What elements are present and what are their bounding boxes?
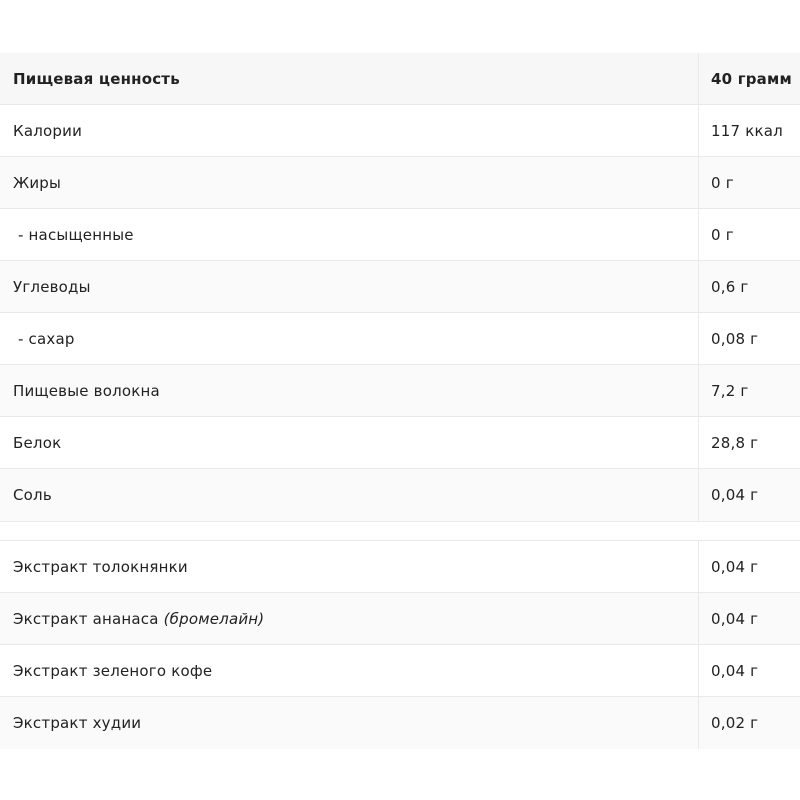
nutrient-name: Жиры — [0, 157, 699, 208]
nutrient-name: Углеводы — [0, 261, 699, 312]
extract-name — [0, 697, 699, 749]
nutrient-name: Соль — [0, 469, 699, 521]
table-row — [0, 157, 800, 209]
table-row — [0, 697, 800, 749]
extract-value: 0,04 г — [711, 557, 759, 576]
nutrient-name: - насыщенные — [0, 209, 699, 260]
table-row — [0, 261, 800, 313]
nutrient-value: 117 ккал — [711, 121, 783, 140]
nutrient-name: Калории — [0, 105, 699, 156]
table-row — [0, 209, 800, 261]
extract-name-text: Экстракт ананаса — [13, 609, 164, 628]
extract-value: 0,04 г — [711, 609, 759, 628]
extract-name — [0, 593, 699, 644]
extract-name-text: Экстракт толокнянки — [13, 557, 188, 576]
table-row — [0, 541, 800, 593]
extract-value: 0,04 г — [711, 661, 759, 680]
nutrition-table — [0, 53, 800, 749]
extract-name-text: Экстракт худии — [13, 714, 142, 732]
table-header-row — [0, 53, 800, 105]
table-row — [0, 645, 800, 697]
extract-value: 0,02 г — [711, 714, 759, 732]
nutrient-name: - сахар — [0, 313, 699, 364]
header-name-cell: Пищевая ценность — [0, 53, 699, 104]
nutrient-value: 28,8 г — [711, 433, 759, 452]
section-divider — [0, 521, 800, 541]
nutrient-value: 7,2 г — [711, 381, 749, 400]
nutrient-value: 0,6 г — [711, 277, 749, 296]
extract-name-text: Экстракт зеленого кофе — [13, 661, 213, 680]
table-row — [0, 365, 800, 417]
extract-name — [0, 541, 699, 592]
table-row — [0, 469, 800, 521]
extract-name — [0, 645, 699, 696]
table-row — [0, 313, 800, 365]
table-row — [0, 593, 800, 645]
nutrient-value: 0,04 г — [711, 486, 759, 504]
nutrient-value: 0,08 г — [711, 329, 759, 348]
table-row — [0, 105, 800, 157]
nutrient-name: Пищевые волокна — [0, 365, 699, 416]
table-row — [0, 417, 800, 469]
nutrient-value: 0 г — [711, 225, 734, 244]
nutrient-value: 0 г — [711, 173, 734, 192]
nutrient-name: Белок — [0, 417, 699, 468]
extract-note: (бромелайн) — [163, 609, 265, 628]
header-value-cell: 40 грамм — [711, 69, 792, 88]
